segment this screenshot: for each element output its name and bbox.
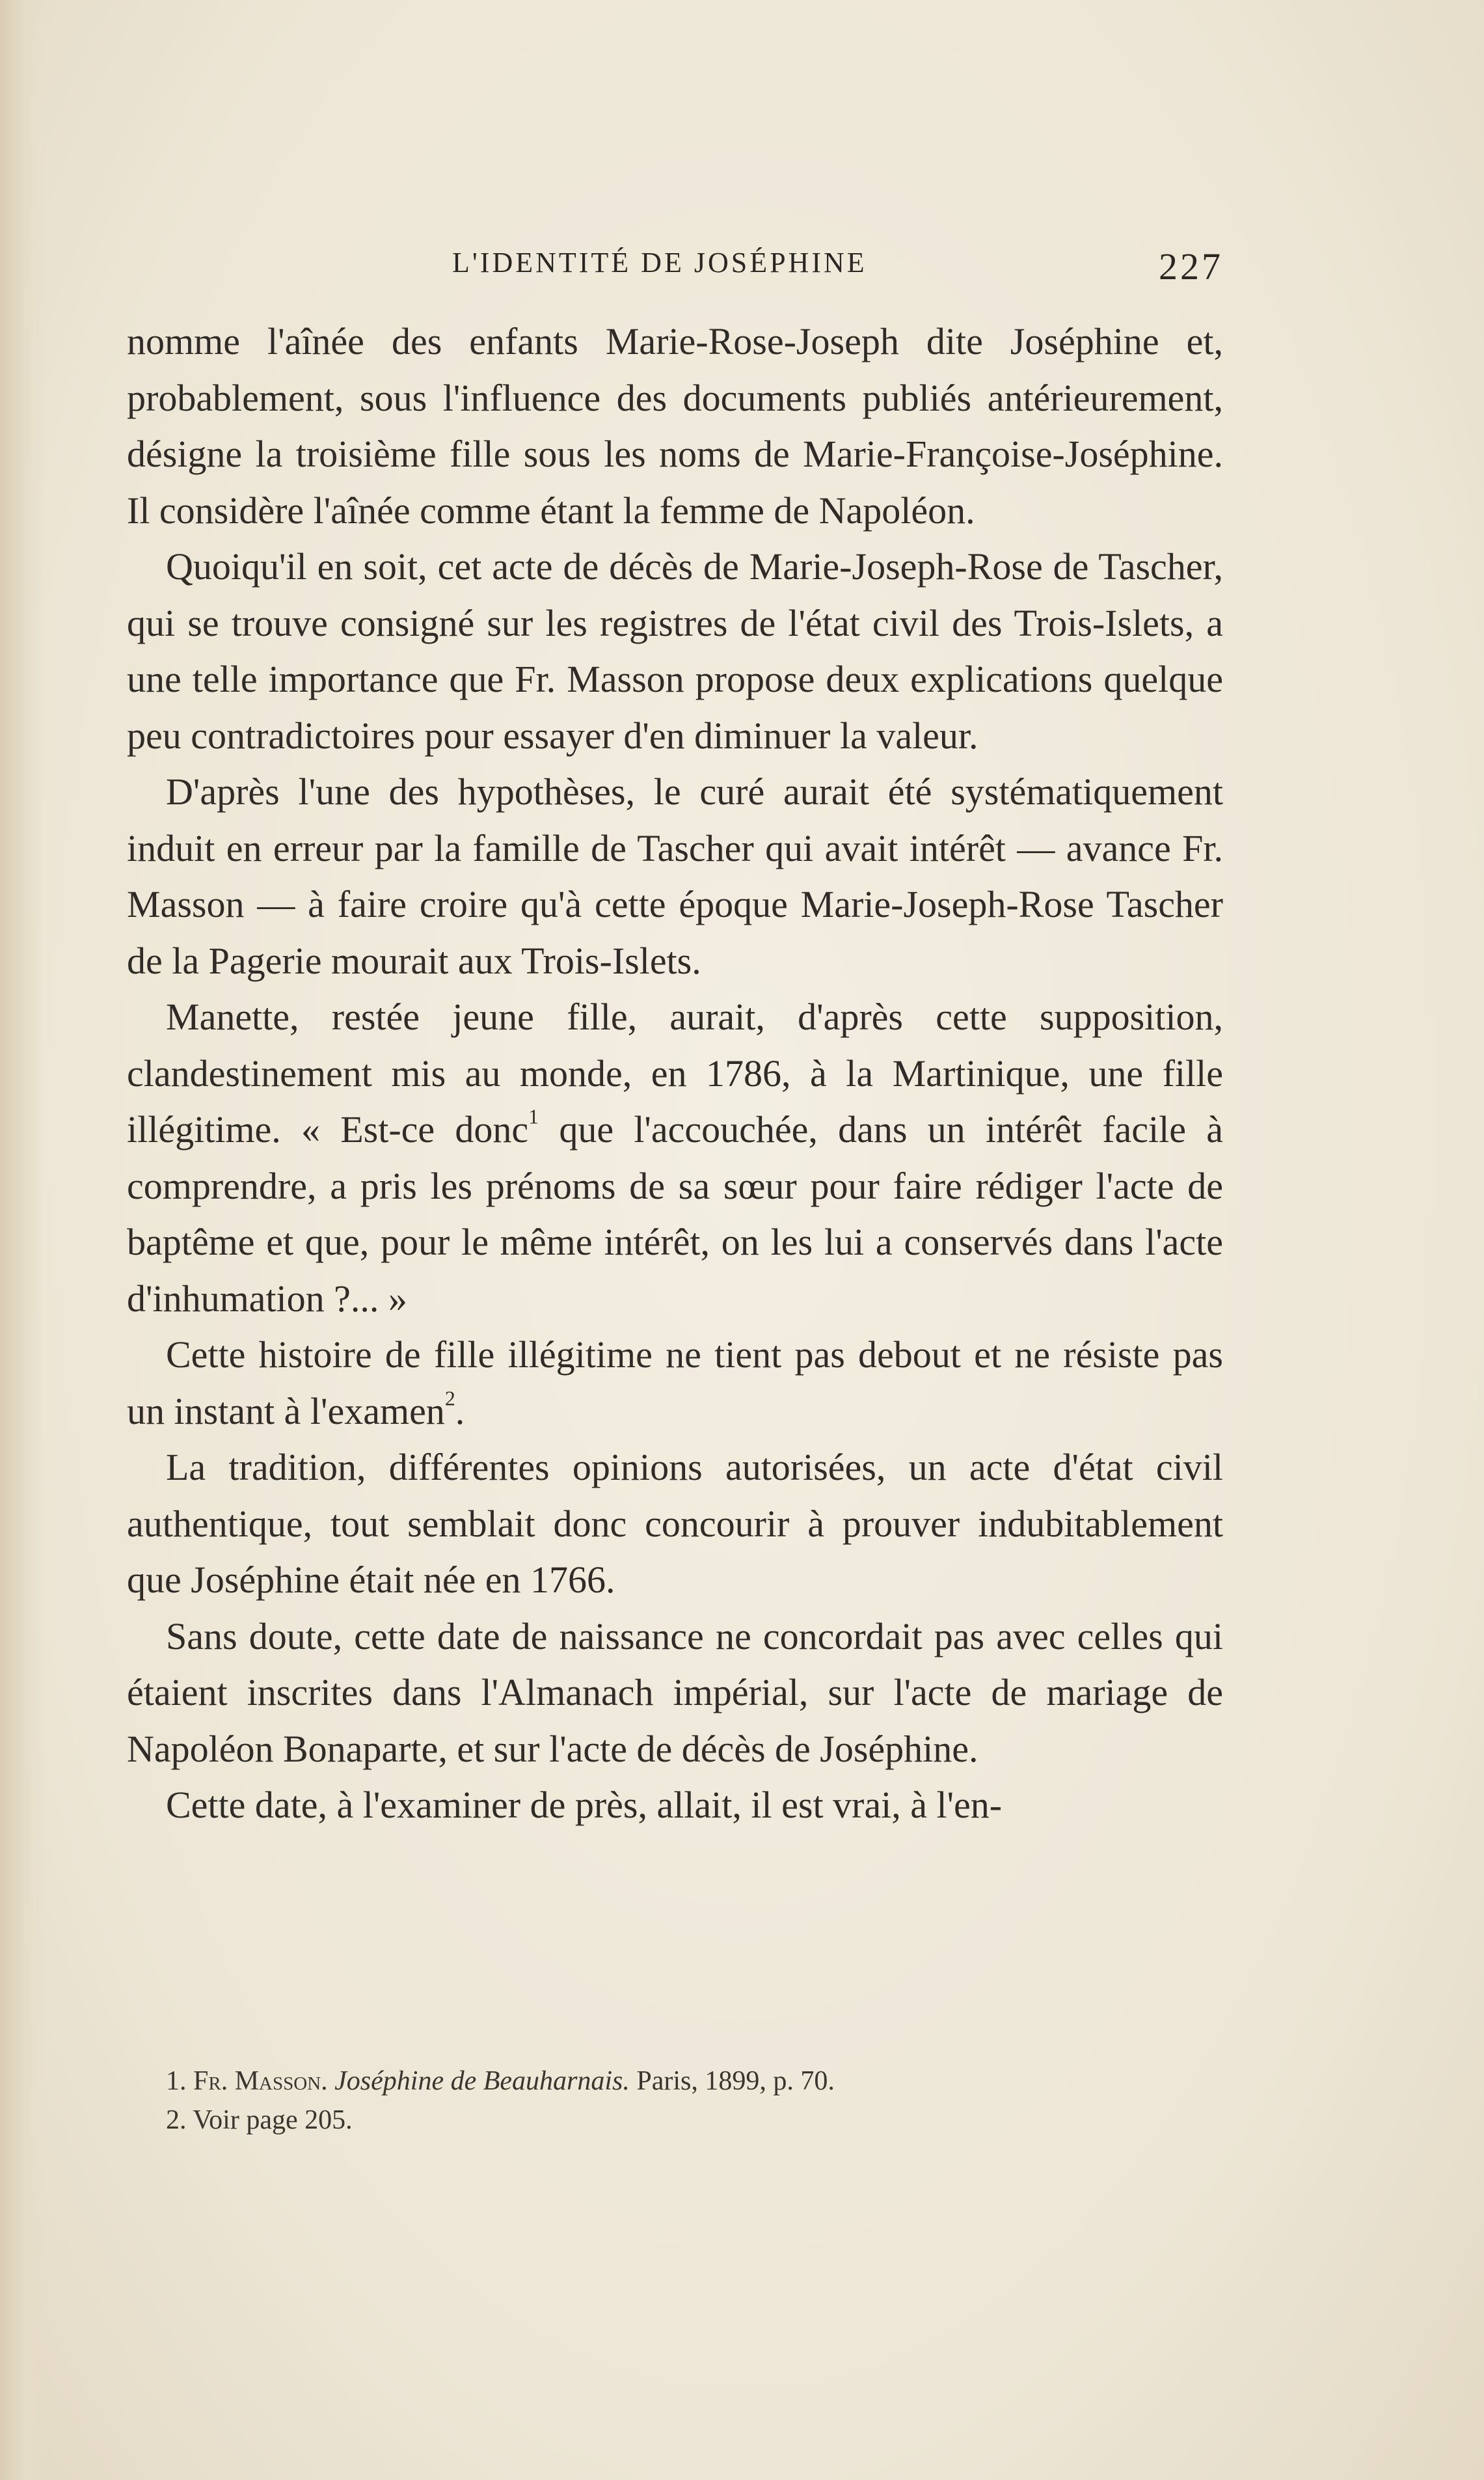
paragraph: D'après l'une des hypothèses, le curé aurait été systématiquement induit en erreur par la famille de Tascher qui avait intérêt — avance Fr. Masson — à faire croire qu'à cette époque Marie-Joseph-Rose Tascher de la Pagerie mourait aux Trois-Islets. [127, 770, 1223, 982]
running-head [124, 246, 1223, 298]
paragraph-text: Cette histoire de fille illégitime ne tient pas debout et ne résiste pas un instant à l'examen [127, 1333, 1223, 1432]
paragraph-text: que l'accouchée, dans un intérêt facile à comprendre, a pris les prénoms de sa sœur pour faire rédiger l'acte de baptême et que, pour le même intérêt, on les lui a conservés dans l'acte d'inhumation ?... » [127, 1108, 1223, 1320]
footnote-ref: 1 [528, 1105, 539, 1128]
paragraph [127, 989, 1223, 1327]
paragraph-text: . [455, 1389, 465, 1432]
paragraph-text: Manette, restée jeune fille, aurait, d'après cette supposition, clandestinement mis au monde, en 1786, à la Martinique, une fille illégitime. « Est-ce donc [127, 996, 1223, 1151]
paragraph: Sans doute, cette date de naissance ne concordait pas avec celles qui étaient inscrites dans l'Almanach impérial, sur l'acte de mariage de Napoléon Bonaparte, et sur l'acte de décès de Joséphine. [127, 1615, 1223, 1770]
footnote-author: Fr. Masson. [193, 2066, 328, 2096]
paragraph: Quoiqu'il en soit, cet acte de décès de Marie-Joseph-Rose de Tascher, qui se trouve consigné sur les registres de l'état civil des Trois-Islets, a une telle importance que Fr. Masson propose deux explications quelque peu contradictoires pour essayer d'en diminuer la valeur. [127, 545, 1223, 757]
running-title: L'IDENTITÉ DE JOSÉPHINE [452, 247, 867, 279]
paragraph [127, 1327, 1223, 1439]
footnote-number: 2. [166, 2105, 187, 2135]
paragraph: La tradition, différentes opinions autorisées, un acte d'état civil authentique, tout semblait donc concourir à prouver indubitablement que Joséphine était née en 1766. [127, 1446, 1223, 1601]
footnote-text: Voir page 205. [193, 2105, 353, 2135]
body-text [127, 314, 1223, 1834]
footnote-text: Paris, 1899, p. 70. [636, 2066, 835, 2096]
footnote-ref: 2 [444, 1386, 455, 1410]
page-number: 227 [1159, 245, 1223, 288]
footnote-title: Joséphine de Beauharnais. [334, 2066, 630, 2096]
footnote-number: 1. [166, 2066, 187, 2096]
footnotes [166, 2062, 1194, 2140]
page-edge-shadow [0, 0, 46, 2480]
paragraph: Cette date, à l'examiner de près, allait, il est vrai, à l'en- [166, 1784, 1003, 1826]
footnote [166, 2062, 1194, 2101]
paragraph: nomme l'aînée des enfants Marie-Rose-Joseph dite Joséphine et, probablement, sous l'influence des documents publiés antérieurement, désigne la troisième fille sous les noms de Marie-Françoise-Joséphine. Il considère l'aînée comme étant la femme de Napoléon. [127, 320, 1223, 532]
footnote [166, 2101, 1194, 2140]
